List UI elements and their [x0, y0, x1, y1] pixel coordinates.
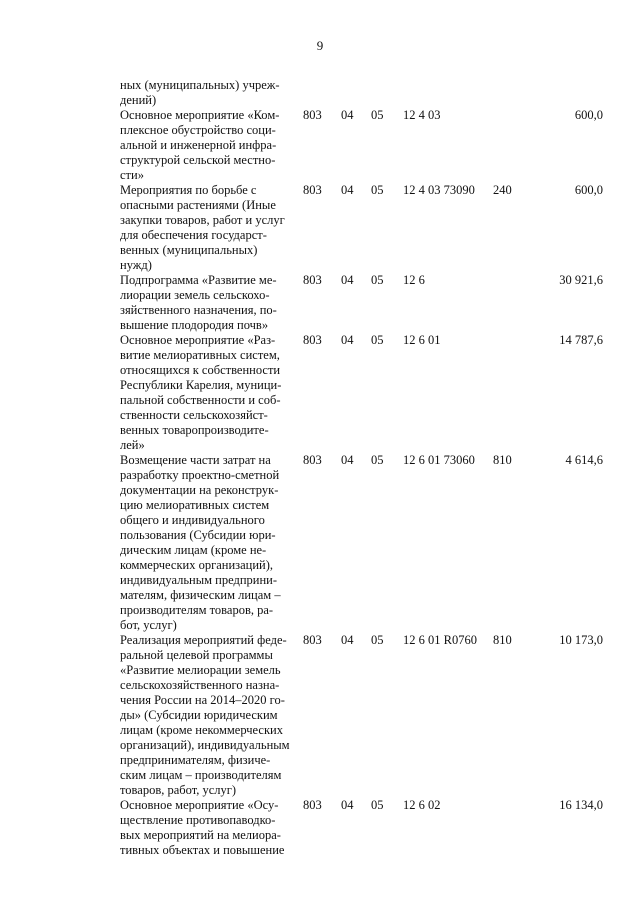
- description-line: сельскохозяйственного назна-: [120, 678, 280, 692]
- expense-type-code: 240: [493, 183, 512, 197]
- target-article-code: 12 6: [403, 273, 425, 287]
- description-line: пальной собственности и соб-: [120, 393, 281, 407]
- table-row: [0, 633, 640, 798]
- table-row: [0, 183, 640, 273]
- expense-type-code: 810: [493, 633, 512, 647]
- description-line: ским лицам – производителям: [120, 768, 282, 782]
- table-row: [0, 108, 640, 183]
- description-line: ных (муниципальных) учреж-: [120, 78, 280, 92]
- description-line: ды» (Субсидии юридическим: [120, 708, 278, 722]
- target-article-code: 12 6 01 R0760: [403, 633, 477, 647]
- amount-value: 4 614,6: [565, 453, 603, 467]
- description-line: пользования (Субсидии юри-: [120, 528, 276, 542]
- description-line: витие мелиоративных систем,: [120, 348, 280, 362]
- description-line: вых мероприятий на мелиора-: [120, 828, 281, 842]
- description-line: Возмещение части затрат на: [120, 453, 271, 467]
- description-line: организаций), индивидуальным: [120, 738, 290, 752]
- page-number: 9: [316, 38, 324, 53]
- amount-value: 16 134,0: [559, 798, 603, 812]
- ministry-code: 803: [303, 798, 322, 812]
- subsection-code: 05: [371, 453, 384, 467]
- table-row: [0, 333, 640, 453]
- subsection-code: 05: [371, 798, 384, 812]
- target-article-code: 12 6 02: [403, 798, 441, 812]
- description-line: зяйственного назначения, по-: [120, 303, 277, 317]
- subsection-code: 05: [371, 333, 384, 347]
- description-line: альной и инженерной инфра-: [120, 138, 277, 152]
- amount-value: 30 921,6: [559, 273, 603, 287]
- description-line: плексное обустройство соци-: [120, 123, 276, 137]
- description-line: Республики Карелия, муници-: [120, 378, 282, 392]
- table-row: [0, 273, 640, 333]
- description-line: Основное мероприятие «Ком-: [120, 108, 280, 122]
- description-line: бот, услуг): [120, 618, 177, 632]
- subsection-code: 05: [371, 108, 384, 122]
- description-line: дическим лицам (кроме не-: [120, 543, 267, 557]
- description-line: венных (муниципальных): [120, 243, 258, 257]
- description-line: предпринимателям, физиче-: [120, 753, 271, 767]
- description-line: опасными растениями (Иные: [120, 198, 276, 212]
- description-line: лей»: [120, 438, 145, 452]
- description-line: цию мелиоративных систем: [120, 498, 270, 512]
- description-line: чения России на 2014–2020 го-: [120, 693, 285, 707]
- description-line: венных товаропроизводите-: [120, 423, 269, 437]
- description-line: разработку проектно-сметной: [120, 468, 280, 482]
- description-line: лицам (кроме некоммерческих: [120, 723, 283, 737]
- description-line: тивных объектах и повышение: [120, 843, 285, 857]
- description-line: лиорации земель сельскохо-: [120, 288, 270, 302]
- subsection-code: 05: [371, 273, 384, 287]
- description-line: Мероприятия по борьбе с: [120, 183, 257, 197]
- section-code: 04: [341, 333, 354, 347]
- ministry-code: 803: [303, 453, 322, 467]
- description-line: «Развитие мелиорации земель: [120, 663, 281, 677]
- row-description: [120, 78, 302, 108]
- amount-value: 10 173,0: [559, 633, 603, 647]
- ministry-code: 803: [303, 633, 322, 647]
- description-line: мателям, физическим лицам –: [120, 588, 281, 602]
- section-code: 04: [341, 633, 354, 647]
- row-description: [120, 108, 302, 183]
- section-code: 04: [341, 108, 354, 122]
- description-line: структурой сельской местно-: [120, 153, 276, 167]
- section-code: 04: [341, 273, 354, 287]
- section-code: 04: [341, 453, 354, 467]
- row-description: [120, 273, 302, 333]
- ministry-code: 803: [303, 183, 322, 197]
- description-line: для обеспечения государст-: [120, 228, 267, 242]
- table-row: [0, 78, 640, 108]
- budget-table: [0, 78, 640, 858]
- subsection-code: 05: [371, 633, 384, 647]
- row-description: [120, 183, 302, 273]
- description-line: ральной целевой программы: [120, 648, 273, 662]
- subsection-code: 05: [371, 183, 384, 197]
- description-line: производителям товаров, ра-: [120, 603, 274, 617]
- description-line: коммерческих организаций),: [120, 558, 273, 572]
- row-description: [120, 453, 302, 633]
- table-row: [0, 453, 640, 633]
- description-line: индивидуальным предприни-: [120, 573, 278, 587]
- description-line: Реализация мероприятий феде-: [120, 633, 287, 647]
- row-description: [120, 633, 302, 798]
- amount-value: 600,0: [574, 108, 603, 122]
- amount-value: 14 787,6: [559, 333, 603, 347]
- target-article-code: 12 6 01 73060: [403, 453, 475, 467]
- description-line: товаров, работ, услуг): [120, 783, 237, 797]
- description-line: ственности сельскохозяйст-: [120, 408, 268, 422]
- target-article-code: 12 4 03: [403, 108, 441, 122]
- description-line: закупки товаров, работ и услуг: [120, 213, 285, 227]
- row-description: [120, 798, 302, 858]
- amount-value: 600,0: [574, 183, 603, 197]
- expense-type-code: 810: [493, 453, 512, 467]
- description-line: вышение плодородия почв»: [120, 318, 269, 332]
- section-code: 04: [341, 183, 354, 197]
- section-code: 04: [341, 798, 354, 812]
- table-row: [0, 798, 640, 858]
- description-line: ществление противопаводко-: [120, 813, 276, 827]
- description-line: общего и индивидуального: [120, 513, 265, 527]
- description-line: сти»: [120, 168, 144, 182]
- ministry-code: 803: [303, 273, 322, 287]
- description-line: относящихся к собственности: [120, 363, 281, 377]
- description-line: дений): [120, 93, 157, 107]
- description-line: Основное мероприятие «Раз-: [120, 333, 276, 347]
- target-article-code: 12 6 01: [403, 333, 441, 347]
- description-line: Подпрограмма «Развитие ме-: [120, 273, 277, 287]
- description-line: Основное мероприятие «Осу-: [120, 798, 279, 812]
- target-article-code: 12 4 03 73090: [403, 183, 475, 197]
- ministry-code: 803: [303, 333, 322, 347]
- description-line: нужд): [120, 258, 152, 272]
- description-line: документации на реконструк-: [120, 483, 279, 497]
- row-description: [120, 333, 302, 453]
- ministry-code: 803: [303, 108, 322, 122]
